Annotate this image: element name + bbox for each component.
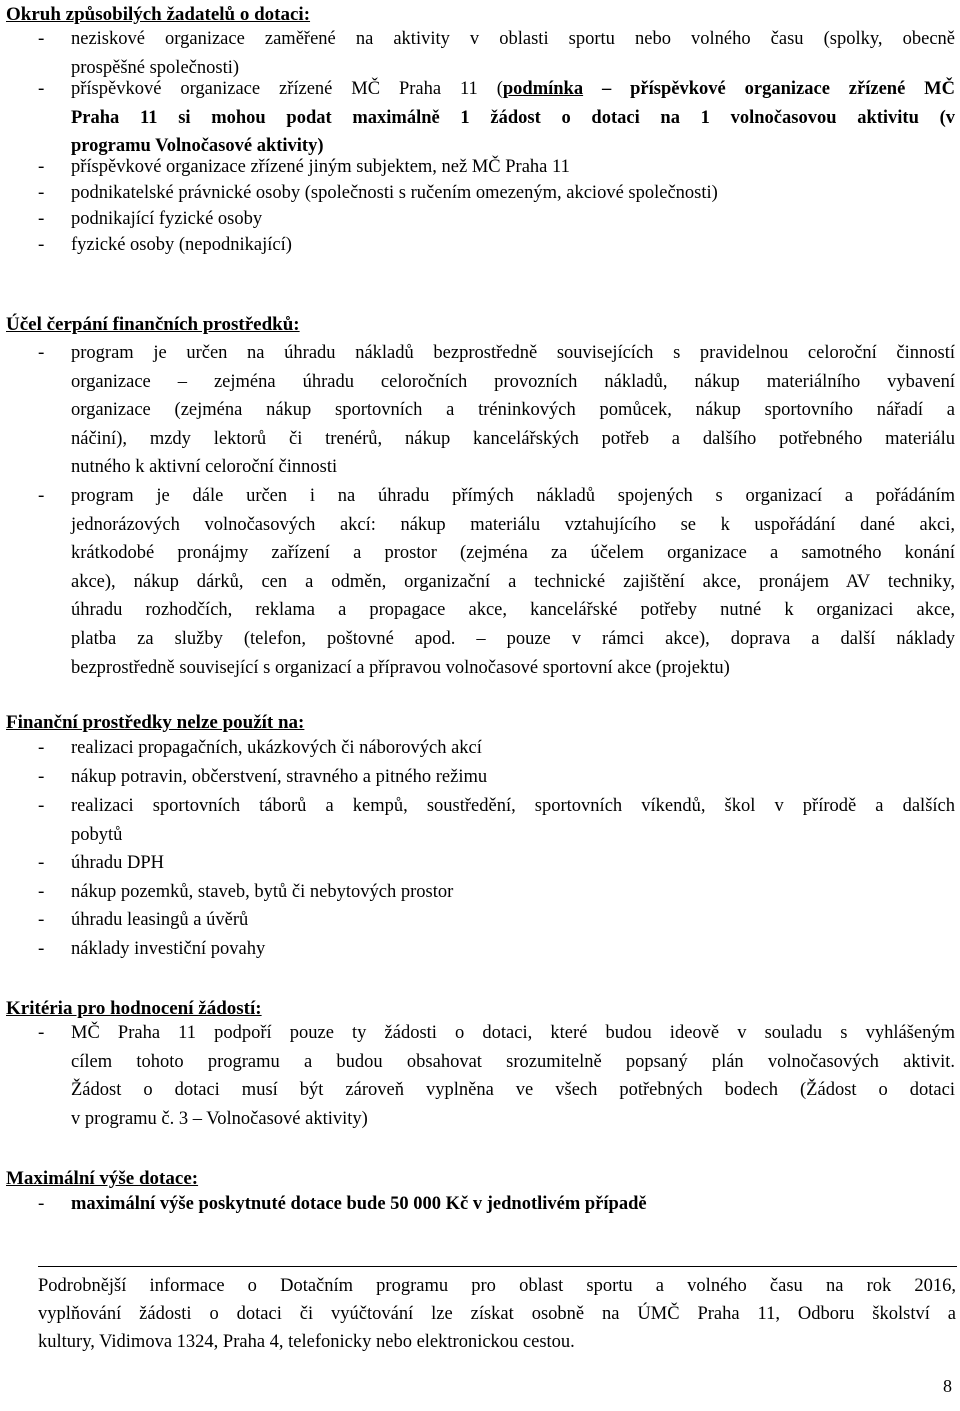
list-item-text bbox=[71, 792, 955, 849]
section-heading-max-amount: Maximální výše dotace: bbox=[6, 1168, 199, 1189]
list-dash: - bbox=[38, 881, 45, 902]
text-line: nákup pozemků, staveb, bytů či nebytových prostor bbox=[71, 882, 454, 902]
text-line: fyzické osoby (nepodnikající) bbox=[71, 235, 292, 255]
text-line: nutného k aktivní celoroční činnosti bbox=[71, 457, 338, 478]
text-line: pobytů bbox=[71, 824, 123, 845]
text-segment: příspěvkové organizace zřízené MČ Praha 11 ( bbox=[71, 79, 503, 99]
footer-divider bbox=[38, 1266, 957, 1267]
text-line: programu Volnočasové aktivity) bbox=[71, 136, 324, 157]
list-dash: - bbox=[38, 1022, 45, 1043]
list-item-text bbox=[71, 1019, 955, 1133]
list-dash: - bbox=[38, 342, 45, 363]
condition-label: podmínka bbox=[502, 79, 584, 99]
list-dash: - bbox=[38, 156, 45, 177]
list-dash: - bbox=[38, 234, 45, 255]
list-dash: - bbox=[38, 182, 45, 203]
list-dash: - bbox=[38, 909, 45, 930]
text-line: platba za služby (telefon, poštovné apod. – pouze v rámci akce), doprava a další náklady bbox=[71, 628, 955, 649]
text-line: úhradu DPH bbox=[71, 853, 165, 873]
text-line: kultury, Vidimova 1324, Praha 4, telefonicky nebo elektronickou cestou. bbox=[38, 1332, 575, 1352]
list-item-text bbox=[71, 935, 955, 964]
list-item-text bbox=[71, 179, 955, 208]
text-line: akce), nákup dárků, cen a odměn, organizační a technické zajištění akce, pronájem AV techniky, bbox=[71, 571, 955, 592]
list-item-text bbox=[71, 482, 955, 682]
list-item-text bbox=[71, 231, 955, 260]
text-line bbox=[71, 75, 955, 104]
text-segment: – příspěvkové organizace zřízené MČ bbox=[583, 79, 956, 99]
list-dash: - bbox=[38, 938, 45, 959]
text-line: program je určen na úhradu nákladů bezprostředně souvisejících s pravidelnou celoroční činností bbox=[71, 343, 955, 363]
list-item-text bbox=[71, 878, 955, 907]
list-dash: - bbox=[38, 852, 45, 873]
text-line: MČ Praha 11 podpoří pouze ty žádosti o dotaci, které budou ideově v souladu s vyhlášeným bbox=[71, 1023, 955, 1043]
text-line: Žádost o dotaci musí být zároveň vyplněna ve všech potřebných bodech (Žádost o dotaci bbox=[71, 1080, 955, 1101]
section-heading-not-allowed: Finanční prostředky nelze použít na: bbox=[6, 712, 305, 733]
text-line: vyplňování žádosti o dotaci či vyúčtování lze získat osobně na ÚMČ Praha 11, Odboru školství a bbox=[38, 1304, 956, 1324]
text-line: Podrobnější informace o Dotačním programu pro oblast sportu a volného času na rok 2016, bbox=[38, 1276, 956, 1296]
list-dash: - bbox=[38, 208, 45, 229]
text-line: prospěšné společnosti) bbox=[71, 57, 240, 78]
section-heading-eligible-applicants: Okruh způsobilých žadatelů o dotaci: bbox=[6, 4, 311, 25]
text-line: příspěvkové organizace zřízené jiným subjektem, než MČ Praha 11 bbox=[71, 157, 570, 177]
text-line: cílem tohoto programu a budou obsahovat srozumitelně popsaný plán volnočasových aktivit. bbox=[71, 1051, 955, 1072]
list-dash: - bbox=[38, 78, 45, 99]
footer-info bbox=[38, 1272, 956, 1356]
list-item-text bbox=[71, 25, 955, 82]
list-dash: - bbox=[38, 1193, 45, 1214]
list-item-text bbox=[71, 153, 955, 182]
text-line: krátkodobé pronájmy zařízení a prostor (zejména za účelem organizace a samotného konání bbox=[71, 543, 955, 564]
text-line: organizace – zejména úhradu celoročních provozních nákladů, nákup materiálního vybavení bbox=[71, 371, 955, 392]
list-item-text bbox=[71, 763, 955, 792]
text-line: náčiní), mzdy lektorů či trenérů, nákup kancelářských potřeb a dalšího potřebného materiálu bbox=[71, 428, 955, 449]
list-item-text bbox=[71, 205, 955, 234]
page-number: 8 bbox=[943, 1376, 952, 1396]
text-line: neziskové organizace zaměřené na aktivity v oblasti sportu nebo volného času (spolky, obecně bbox=[71, 29, 955, 49]
text-line: úhradu leasingů a úvěrů bbox=[71, 910, 249, 930]
section-heading-evaluation-criteria: Kritéria pro hodnocení žádostí: bbox=[6, 998, 262, 1019]
text-line: realizaci sportovních táborů a kempů, soustředění, sportovních víkendů, škol v přírodě a dalších bbox=[71, 796, 955, 816]
text-line: organizace (zejména nákup sportovních a tréninkových pomůcek, nákup sportovního nářadí a bbox=[71, 400, 955, 421]
list-item-text bbox=[71, 1190, 955, 1219]
list-dash: - bbox=[38, 737, 45, 758]
text-line: program je dále určen i na úhradu přímých nákladů spojených s organizací a pořádáním bbox=[71, 486, 955, 506]
list-dash: - bbox=[38, 766, 45, 787]
text-line: podnikatelské právnické osoby (společnosti s ručením omezeným, akciové společnosti) bbox=[71, 183, 718, 203]
text-line: náklady investiční povahy bbox=[71, 939, 266, 959]
list-item-text bbox=[71, 75, 955, 161]
section-heading-purpose: Účel čerpání finančních prostředků: bbox=[6, 314, 300, 335]
text-line: úhradu rozhodčích, reklama a propagace akce, kancelářské potřeby nutné k organizaci akce, bbox=[71, 600, 955, 621]
text-line: bezprostředně související s organizací a přípravou volnočasové sportovní akce (projektu) bbox=[71, 657, 730, 678]
text-line: Praha 11 si mohou podat maximálně 1 žádost o dotaci na 1 volnočasovou aktivitu (v bbox=[71, 107, 955, 128]
list-item-text bbox=[71, 906, 955, 935]
list-dash: - bbox=[38, 795, 45, 816]
list-item-text bbox=[71, 849, 955, 878]
list-item-text bbox=[71, 734, 955, 763]
list-item-text bbox=[71, 339, 955, 482]
text-line: realizaci propagačních, ukázkových či náborových akcí bbox=[71, 738, 482, 758]
text-line: v programu č. 3 – Volnočasové aktivity) bbox=[71, 1108, 368, 1129]
text-line: maximální výše poskytnuté dotace bude 50 000 Kč v jednotlivém případě bbox=[71, 1194, 647, 1214]
text-line: podnikající fyzické osoby bbox=[71, 209, 263, 229]
list-dash: - bbox=[38, 28, 45, 49]
list-dash: - bbox=[38, 485, 45, 506]
text-line: nákup potravin, občerstvení, stravného a pitného režimu bbox=[71, 767, 488, 787]
text-line: jednorázových volnočasových akcí: nákup materiálu vztahujícího se k uspořádání dané akci, bbox=[71, 514, 955, 535]
